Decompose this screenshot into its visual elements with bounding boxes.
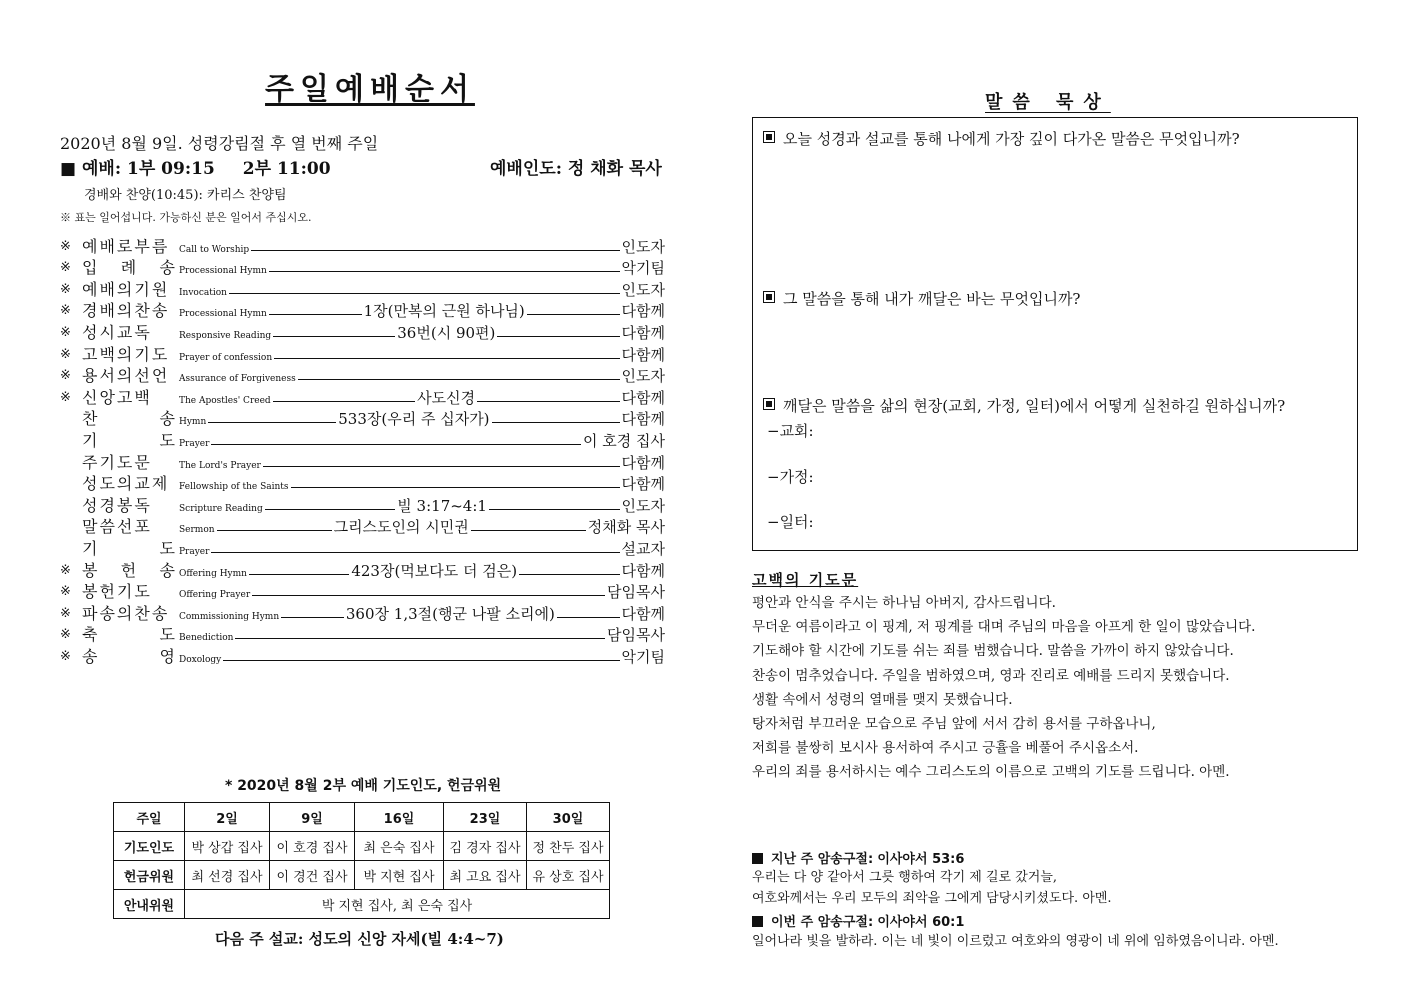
order-row (60, 494, 665, 516)
prayer-line: 무더운 여름이라고 이 핑계, 저 핑계를 대며 주님의 마음을 아프게 한 일이 많았습니다. (752, 619, 1256, 636)
order-english: Assurance of Forgiveness (179, 374, 296, 385)
leader-line (211, 444, 581, 445)
order-leader: 다함께 (621, 345, 665, 364)
order-english: Responsive Reading (179, 330, 272, 341)
table-header-cell: 2일 (185, 803, 270, 832)
prayer-line: 찬송이 멈추었습니다. 주일을 범하였으며, 영과 진리로 예배를 드리지 못했습니다. (752, 667, 1230, 684)
order-row (60, 278, 665, 300)
order-leader: 설교자 (621, 539, 665, 558)
order-english: The Lord's Prayer (179, 460, 261, 471)
order-row (60, 257, 665, 279)
order-leader: 담임목사 (607, 583, 665, 602)
confession-title: 고백의 기도문 (752, 571, 859, 589)
leader-line (519, 574, 619, 575)
order-row (60, 429, 665, 451)
order-title: 말씀선포 (82, 517, 152, 537)
standing-mark: ※ (60, 238, 71, 254)
order-title: 성경봉독 (82, 495, 152, 515)
roster-subtitle: * 2020년 8월 2부 예배 기도인도, 헌금위원 (225, 778, 502, 794)
order-english: Invocation (179, 287, 227, 298)
prayer-line: 우리의 죄를 용서하시는 예수 그리스도의 이름으로 고백의 기도를 드립니다. 아멘. (752, 764, 1230, 781)
table-cell: 정 찬두 집사 (527, 832, 610, 861)
standing-mark: ※ (60, 562, 71, 578)
table-cell: 최 은숙 집사 (355, 832, 444, 861)
church-label: −교회: (767, 422, 814, 440)
leader-line (269, 271, 620, 272)
leader-line (235, 638, 605, 639)
order-english: Scripture Reading (179, 503, 263, 514)
leader-line (269, 314, 362, 315)
standing-mark: ※ (60, 346, 71, 362)
prayer-line: 저희를 불쌍히 보시사 용서하여 주시고 긍휼을 베풀어 주시옵소서. (752, 740, 1139, 757)
leader-line (281, 617, 344, 618)
leader-line (265, 509, 396, 510)
row-label: 안내위원 (114, 890, 185, 919)
order-title: 봉 헌 송 (82, 560, 177, 580)
order-leader: 담임목사 (607, 626, 665, 645)
order-english: Doxology (179, 654, 222, 665)
table-cell: 박 상갑 집사 (185, 832, 270, 861)
leader-line (497, 336, 619, 337)
order-leader: 인도자 (621, 237, 665, 256)
order-english: Processional Hymn (179, 309, 267, 320)
order-title: 송 영 (82, 646, 177, 666)
order-row (60, 300, 665, 322)
table-cell: 최 선경 집사 (185, 861, 270, 890)
order-row (60, 365, 665, 387)
memory-ref: 이사야서 53:6 (877, 852, 965, 867)
order-row (60, 343, 665, 365)
leader-line (291, 487, 620, 488)
table-header-cell: 23일 (444, 803, 527, 832)
order-row (60, 516, 665, 538)
order-title: 고백의기도 (82, 344, 170, 364)
order-row (60, 581, 665, 603)
leader-line (273, 336, 395, 337)
standing-mark: ※ (60, 627, 71, 643)
order-row (60, 645, 665, 667)
square-bullet-icon (752, 916, 763, 927)
last-week-memory (752, 848, 964, 867)
memory-text: 우리는 다 양 같아서 그릇 행하여 각기 제 길로 갔거늘, (752, 870, 1058, 885)
order-detail: 빌 3:17~4:1 (397, 496, 487, 515)
table-cell: 박 지현 집사, 최 은숙 집사 (185, 890, 610, 919)
table-row (114, 890, 610, 919)
leader-line (208, 422, 336, 423)
table-header-row (114, 803, 610, 832)
service-leader: 예배인도: 정 채화 목사 (490, 159, 662, 179)
order-english: Commissioning Hymn (179, 611, 280, 622)
order-row (60, 624, 665, 646)
standing-mark: ※ (60, 324, 71, 340)
order-title: 성시교독 (82, 322, 152, 342)
leader-line (471, 530, 586, 531)
date-line: 2020년 8월 9일. 성령강림절 후 열 번째 주일 (60, 134, 379, 153)
leader-line (217, 530, 332, 531)
order-title: 기 도 (82, 430, 177, 450)
table-header-cell: 16일 (355, 803, 444, 832)
memory-ref: 이사야서 60:1 (877, 915, 965, 930)
leader-line (252, 595, 605, 596)
order-english: Processional Hymn (179, 266, 267, 277)
home-label: −가정: (767, 468, 814, 486)
order-leader: 이 호경 집사 (583, 431, 665, 450)
square-bullet-icon (763, 291, 775, 303)
standing-mark: ※ (60, 605, 71, 621)
order-row (60, 386, 665, 408)
prayer-line: 생활 속에서 성령의 열매를 맺지 못했습니다. (752, 691, 1013, 708)
order-title: 신앙고백 (82, 387, 152, 407)
standing-mark: ※ (60, 281, 71, 297)
roster-table (113, 802, 610, 919)
order-detail: 그리스도인의 시민권 (333, 518, 469, 537)
order-of-worship (60, 235, 665, 667)
order-title: 성도의교제 (82, 474, 170, 494)
order-title: 용서의선언 (82, 366, 170, 386)
confession-prayer (752, 591, 1255, 785)
table-row (114, 861, 610, 890)
order-english: Benediction (179, 633, 234, 644)
square-bullet-icon (752, 853, 763, 864)
row-label: 헌금위원 (114, 861, 185, 890)
order-leader: 다함께 (621, 302, 665, 321)
order-title: 파송의찬송 (82, 603, 170, 623)
work-label: −일터: (767, 513, 814, 531)
order-title: 축 도 (82, 625, 177, 645)
leader-line (273, 401, 415, 402)
leader-line (251, 250, 619, 251)
order-title: 예배의기원 (82, 279, 170, 299)
order-leader: 다함께 (621, 323, 665, 342)
standing-mark: ※ (60, 584, 71, 600)
order-row (60, 602, 665, 624)
prayer-line: 평안과 안식을 주시는 하나님 아버지, 감사드립니다. (752, 595, 1056, 611)
leader-line (527, 314, 620, 315)
question-text: 오늘 성경과 설교를 통해 나에게 가장 깊이 다가온 말씀은 무엇입니까? (783, 130, 1240, 148)
praise-info: 경배와 찬양(10:45): 카리스 찬양팀 (84, 188, 287, 203)
order-leader: 악기팀 (621, 259, 665, 278)
memory-label: 이번 주 암송구절: (771, 915, 874, 930)
page-title: 주일예배순서 (265, 72, 475, 107)
order-row (60, 235, 665, 257)
order-english: Prayer (179, 546, 210, 557)
leader-line (249, 574, 349, 575)
order-detail: 1장(만복의 근원 하나님) (363, 302, 525, 321)
order-english: Hymn (179, 417, 207, 428)
meditation-title: 말씀 묵상 (985, 92, 1111, 113)
leader-line (298, 379, 620, 380)
order-leader: 악기팀 (621, 647, 665, 666)
order-leader: 다함께 (621, 475, 665, 494)
order-title: 찬 송 (82, 409, 177, 429)
table-row (114, 832, 610, 861)
order-row (60, 473, 665, 495)
order-english: Prayer of confession (179, 352, 273, 363)
service-first: ■ 예배: 1부 09:15 (60, 159, 215, 179)
order-row (60, 321, 665, 343)
question-text: 깨달은 말씀을 삶의 현장(교회, 가정, 일터)에서 어떻게 실천하길 원하십니까? (783, 397, 1286, 415)
table-cell: 박 지현 집사 (355, 861, 444, 890)
prayer-line: 탕자처럼 부끄러운 모습으로 주님 앞에 서서 감히 용서를 구하옵나니, (752, 716, 1156, 733)
order-leader: 다함께 (621, 561, 665, 580)
order-row (60, 451, 665, 473)
prayer-line: 기도해야 할 시간에 기도를 쉬는 죄를 범했습니다. 말씀을 가까이 하지 않았습니다. (752, 643, 1234, 660)
row-label: 기도인도 (114, 832, 185, 861)
order-leader: 다함께 (621, 410, 665, 429)
order-title: 입 례 송 (82, 258, 177, 278)
order-english: Sermon (179, 525, 215, 536)
square-bullet-icon (763, 398, 775, 410)
standing-mark: ※ (60, 368, 71, 384)
order-detail: 사도신경 (417, 388, 476, 407)
service-times (60, 154, 359, 179)
memory-text: 여호와께서는 우리 모두의 죄악을 그에게 담당시키셨도다. 아멘. (752, 891, 1112, 906)
order-leader: 다함께 (621, 388, 665, 407)
order-title: 봉헌기도 (82, 582, 152, 602)
order-english: Fellowship of the Saints (179, 482, 289, 493)
meditation-box (752, 117, 1358, 551)
order-title: 주기도문 (82, 452, 152, 472)
square-bullet-icon (763, 131, 775, 143)
standing-mark: ※ (60, 260, 71, 276)
table-header-cell: 9일 (270, 803, 355, 832)
order-leader: 인도자 (621, 280, 665, 299)
service-second: 2부 11:00 (242, 159, 331, 179)
leader-line (274, 358, 619, 359)
order-english: Offering Hymn (179, 568, 247, 579)
order-detail: 533장(우리 주 십자가) (338, 410, 490, 429)
leader-line (223, 660, 619, 661)
table-cell: 이 경건 집사 (270, 861, 355, 890)
memory-label: 지난 주 암송구절: (771, 852, 874, 867)
table-header-cell: 주일 (114, 803, 185, 832)
leader-line (229, 293, 620, 294)
question-3 (763, 395, 1285, 416)
leader-line (211, 552, 619, 553)
order-english: Offering Prayer (179, 590, 251, 601)
table-header-cell: 30일 (527, 803, 610, 832)
table-cell: 최 고요 집사 (444, 861, 527, 890)
leader-line (557, 617, 620, 618)
memory-text: 일어나라 빛을 발하라. 이는 네 빛이 이르렀고 여호와의 영광이 네 위에 임하였음이니라. 아멘. (752, 934, 1279, 949)
leader-line (492, 422, 620, 423)
leader-line (477, 401, 619, 402)
order-english: Prayer (179, 438, 210, 449)
table-cell: 유 상호 집사 (527, 861, 610, 890)
order-title: 기 도 (82, 538, 177, 558)
order-row (60, 559, 665, 581)
order-row (60, 537, 665, 559)
order-leader: 다함께 (621, 453, 665, 472)
order-detail: 360장 1,3절(행군 나팔 소리에) (345, 604, 555, 623)
standing-mark: ※ (60, 648, 71, 664)
standing-mark: ※ (60, 389, 71, 405)
this-week-memory (752, 911, 964, 930)
order-row (60, 408, 665, 430)
question-text: 그 말씀을 통해 내가 깨달은 바는 무엇입니까? (783, 290, 1081, 308)
order-english: The Apostles' Creed (179, 395, 271, 406)
question-2 (763, 288, 1080, 309)
question-1 (763, 128, 1240, 149)
order-english: Call to Worship (179, 244, 250, 255)
leader-line (263, 466, 620, 467)
order-leader: 인도자 (621, 496, 666, 515)
standing-mark: ※ (60, 303, 71, 319)
table-cell: 김 경자 집사 (444, 832, 527, 861)
order-detail: 36번(시 90편) (397, 323, 496, 342)
order-detail: 423장(먹보다도 더 검은) (351, 561, 518, 580)
leader-line (489, 509, 620, 510)
next-sermon: 다음 주 설교: 성도의 신앙 자세(빌 4:4~7) (215, 930, 504, 948)
order-title: 경배의찬송 (82, 301, 170, 321)
order-leader: 다함께 (621, 604, 666, 623)
standing-note: ※ 표는 일어섭니다. 가능하신 분은 일어서 주십시오. (60, 211, 312, 224)
order-leader: 정채화 목사 (587, 518, 666, 537)
order-title: 예배로부름 (82, 236, 170, 256)
table-cell: 이 호경 집사 (270, 832, 355, 861)
order-leader: 인도자 (621, 367, 665, 386)
